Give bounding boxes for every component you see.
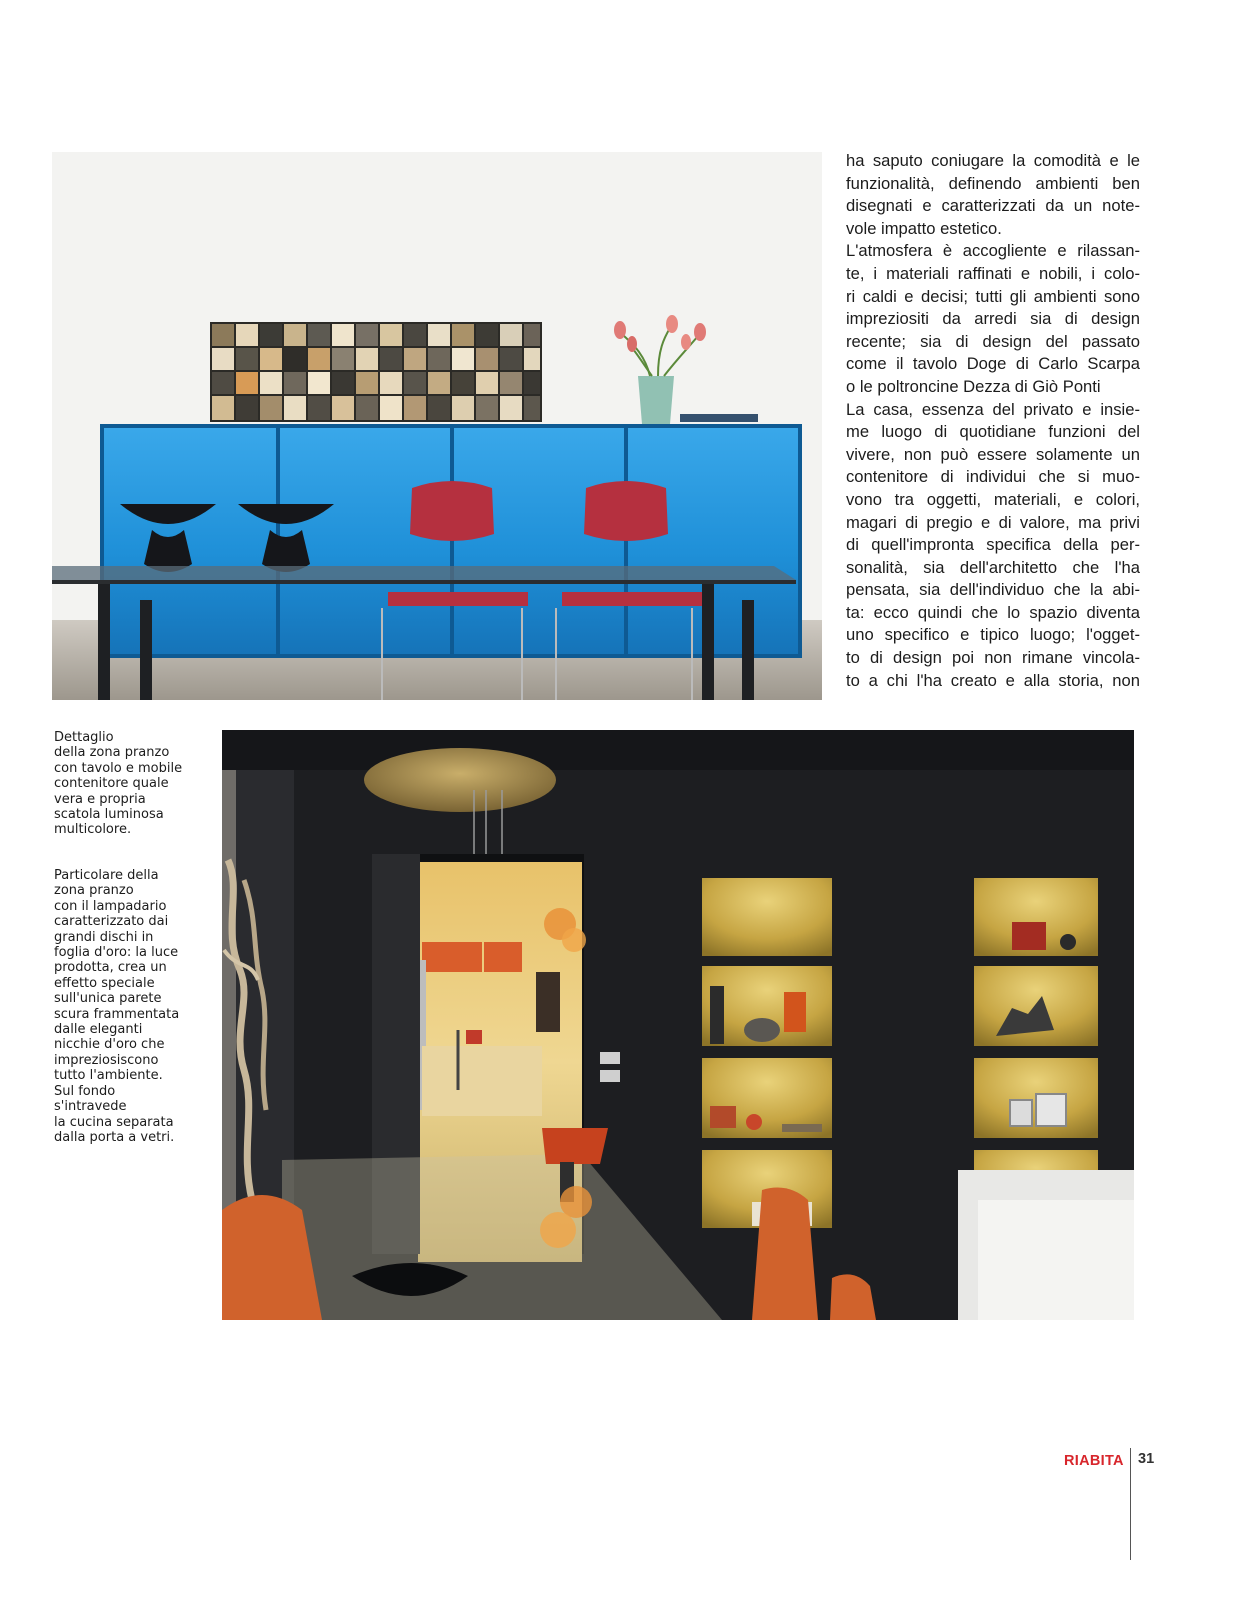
caption-line: tutto l'ambiente. xyxy=(54,1068,163,1084)
article-line: ha saputo coniugare la comodità e le xyxy=(846,151,1140,170)
caption-line: sull'unica parete xyxy=(54,991,162,1007)
article-line: uno specifico e tipico luogo; l'ogget- xyxy=(846,625,1140,645)
caption-line: con il lampadario xyxy=(54,898,167,914)
caption-line: dalle eleganti xyxy=(54,1022,143,1038)
caption-line: prodotta, crea un xyxy=(54,960,167,976)
caption-line: con tavolo e mobile xyxy=(54,760,183,776)
caption-line: effetto speciale xyxy=(54,975,155,991)
magazine-name: RIABITA xyxy=(1064,1453,1124,1469)
blue-cabinet xyxy=(102,426,800,656)
article-line: contenitore di individui che si muo- xyxy=(846,467,1140,487)
caption-line: scatola luminosa xyxy=(54,807,164,823)
article-line: di quell'impronta specifica della per- xyxy=(846,535,1140,555)
article-line: La casa, essenza del privato e insie- xyxy=(846,399,1140,419)
article-line: disegnati e caratterizzati da un note- xyxy=(846,196,1140,216)
article-line: te, i materiali raffinati e nobili, i colo- xyxy=(846,263,1140,283)
article-line: ri caldi e decisi; tutti gli ambienti sono xyxy=(846,286,1140,306)
page-number: 31 xyxy=(1138,1451,1155,1467)
caption-line: Particolare della xyxy=(54,868,159,883)
article-line: to di design poi non rimane vincola- xyxy=(846,648,1140,668)
article-line: vole impatto estetico. xyxy=(846,218,1002,238)
caption-line: s'intravede xyxy=(54,1099,127,1115)
article-line: L'atmosfera è accogliente e rilassan- xyxy=(846,241,1140,261)
caption-line: grandi dischi in xyxy=(54,929,154,945)
article-line: magari di pregio e di valore, ma privi xyxy=(846,512,1140,532)
caption-line: scura frammentata xyxy=(54,1006,180,1022)
caption-line: foglia d'oro: la luce xyxy=(54,945,179,961)
caption-line: dalla porta a vetri. xyxy=(54,1129,175,1145)
dining-photo-gold-niches xyxy=(222,730,1134,1320)
article-line: ta: ecco quindi che lo spazio diventa xyxy=(846,602,1140,622)
article-line: me luogo di quotidiane funzioni del xyxy=(846,422,1140,442)
article-line: impreziositi da arredi sia di design xyxy=(846,309,1140,329)
article-line: come il tavolo Doge di Carlo Scarpa xyxy=(846,354,1140,374)
caption-line: caratterizzato dai xyxy=(54,914,169,930)
dining-photo-blue-cabinet xyxy=(52,152,822,700)
article-body xyxy=(846,150,1140,692)
caption-line: Dettaglio xyxy=(54,730,114,745)
article-line: funzionalità, definendo ambienti ben xyxy=(846,173,1140,193)
article-line: sonalità, sia dell'architetto che l'ha xyxy=(846,557,1140,577)
dining-photo-illustration xyxy=(52,152,822,700)
article-line: pensata, sia dell'individuo che la abi- xyxy=(846,580,1140,600)
caption-line: la cucina separata xyxy=(54,1114,174,1130)
article-line: to a chi l'ha creato e alla storia, non xyxy=(846,670,1140,690)
caption-line: zona pranzo xyxy=(54,883,134,899)
caption-line: multicolore. xyxy=(54,822,132,838)
caption-line: contenitore quale xyxy=(54,776,169,792)
caption-line: della zona pranzo xyxy=(54,745,170,761)
caption-dining-detail xyxy=(54,730,214,838)
tile-artwork xyxy=(210,322,542,422)
article-line: vivere, non può essere solamente un xyxy=(846,444,1140,464)
caption-line: Sul fondo xyxy=(54,1083,116,1099)
gold-niches-illustration xyxy=(222,730,1134,1320)
article-line: o le poltroncine Dezza di Giò Ponti xyxy=(846,376,1101,396)
folio-rule xyxy=(1130,1448,1131,1560)
caption-line: nicchie d'oro che xyxy=(54,1037,165,1053)
caption-line: impreziosiscono xyxy=(54,1052,159,1068)
article-line: vono tra oggetti, materiali, e colori, xyxy=(846,489,1140,509)
article-line: recente; sia di design del passato xyxy=(846,331,1140,351)
folio xyxy=(1064,1450,1124,1472)
caption-chandelier-detail xyxy=(54,868,214,1145)
caption-line: vera e propria xyxy=(54,791,146,807)
gold-niches-right xyxy=(974,878,1098,1210)
